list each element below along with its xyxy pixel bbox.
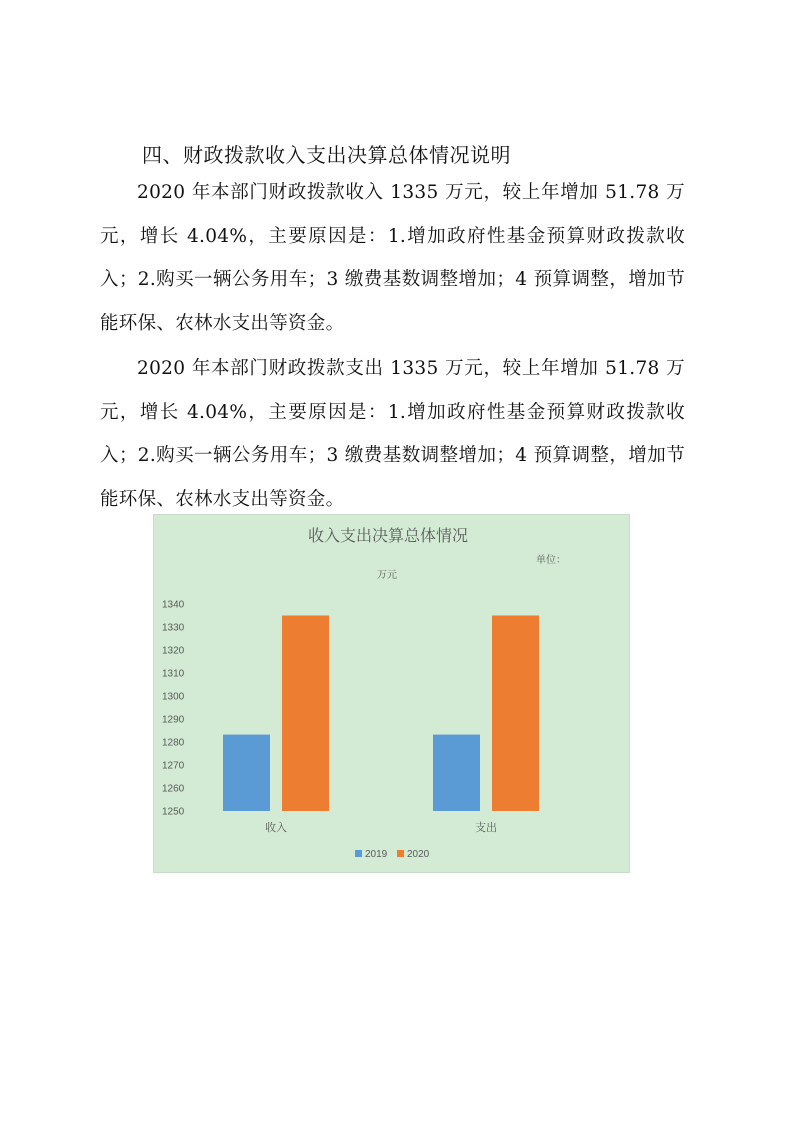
y-tick-label: 1320 xyxy=(162,645,185,657)
x-axis xyxy=(265,820,497,834)
y-tick-label: 1290 xyxy=(162,714,185,726)
y-tick-label: 1330 xyxy=(162,622,185,634)
y-tick-label: 1300 xyxy=(162,691,185,703)
bar-group xyxy=(223,616,539,812)
bar-2019-1 xyxy=(433,735,480,811)
chart-legend xyxy=(355,849,430,860)
x-category-label: 支出 xyxy=(475,821,497,834)
legend-label: 2020 xyxy=(407,849,430,860)
chart-title: 收入支出决算总体情况 xyxy=(307,526,469,545)
legend-swatch-2019 xyxy=(355,850,362,857)
paragraph-expenditure: 2020 年本部门财政拨款支出 1335 万元，较上年增加 51.78 万元，增长 4.04%，主要原因是：1.增加政府性基金预算财政拨款收入；2.购买一辆公务用车；3 缴费基数调整增加；4 预算调整，增加节能环保、农林水支出等资金。 xyxy=(100,358,685,510)
x-category-label: 收入 xyxy=(265,821,287,834)
bar-2019-0 xyxy=(223,735,270,811)
y-tick-label: 1340 xyxy=(162,599,185,611)
y-tick-label: 1250 xyxy=(162,806,185,818)
y-tick-label: 1310 xyxy=(162,668,185,680)
y-tick-label: 1270 xyxy=(162,760,185,772)
bar-2020-0 xyxy=(282,616,329,812)
paragraph-income: 2020 年本部门财政拨款收入 1335 万元，较上年增加 51.78 万元，增长 4.04%，主要原因是：1.增加政府性基金预算财政拨款收入；2.购买一辆公务用车；3 缴费基数调整增加；4 预算调整，增加节能环保、农林水支出等资金。 xyxy=(100,182,685,334)
chart-unit-label: 单位： xyxy=(536,555,566,566)
bar-2020-1 xyxy=(492,616,539,812)
legend-label: 2019 xyxy=(365,849,388,860)
bar-chart xyxy=(154,515,631,874)
chart-unit-value: 万元 xyxy=(377,570,397,581)
legend-swatch-2020 xyxy=(397,850,404,857)
y-axis xyxy=(162,600,185,818)
section-heading: 四、财政拨款收入支出决算总体情况说明 xyxy=(142,143,511,167)
y-tick-label: 1260 xyxy=(162,783,185,795)
y-tick-label: 1280 xyxy=(162,737,185,749)
chart-container xyxy=(153,514,630,873)
